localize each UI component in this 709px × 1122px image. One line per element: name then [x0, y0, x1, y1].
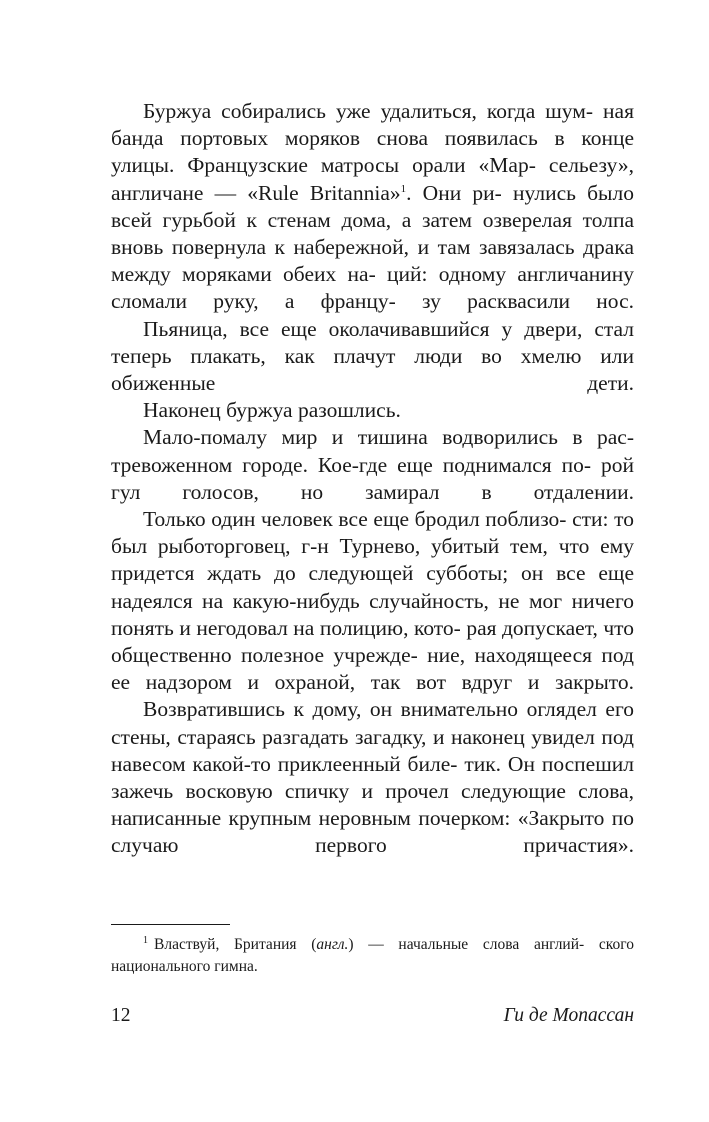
footnote-text-part: ского национального гимна. — [111, 936, 635, 975]
text-line: тревоженном городе. Кое-где еще поднимался по- — [111, 452, 592, 477]
text-line: зу расквасили нос. — [422, 289, 635, 314]
footnote-divider — [111, 924, 230, 925]
text-line: Буржуа собирались уже удалиться, когда шум- — [143, 99, 594, 123]
text-line: Мало-помалу мир и тишина водворились в рас- — [143, 425, 634, 450]
footnote-abbreviation: англ. — [316, 936, 349, 953]
text-line: Пьяница, все еще околачивавшийся у двери, — [143, 316, 583, 341]
running-author: Ги де Мопассан — [503, 1005, 634, 1026]
text-line: что ему придется ждать до следующей субботы; он — [111, 534, 635, 586]
paragraph-2 — [111, 316, 634, 398]
text-line: ние, находящееся под ее надзором и охраной, так — [111, 643, 634, 695]
text-line: стал теперь плакать, как плачут люди во хмелю или — [111, 316, 634, 368]
footnote-marker[interactable]: 1 — [400, 182, 407, 195]
text-line: рой гул голосов, но замирал в отдалении. — [111, 452, 634, 504]
text-line: ций: одному англичанину сломали руку, а францу- — [111, 262, 634, 314]
text-line: и там завязалась драка между моряками обеих на- — [111, 235, 634, 287]
text-line: следующие слова, написанные крупным неровным — [111, 779, 634, 831]
text-line: почерком: «Закрыто по случаю первого причастия». — [111, 806, 635, 858]
text-line: обиженные дети. — [111, 371, 634, 396]
footnote-number: 1 — [143, 934, 148, 946]
text-line: увидел под навесом какой-то приклеенный биле- — [111, 724, 634, 776]
paragraph-4 — [111, 424, 634, 506]
text-line: озверелая толпа вновь повернула к набережной, — [111, 207, 634, 260]
page-footer — [111, 1005, 634, 1035]
text-line: нулись было всей гурьбой к стенам дома, а затем — [111, 180, 634, 232]
text-line: рая допускает, что общественно полезное учрежде- — [111, 615, 635, 668]
footnote-text-part: ) — начальные слова англий- — [348, 936, 585, 953]
paragraph-6 — [111, 696, 634, 859]
footnote-text-part: Властвуй, Британия ( — [154, 936, 317, 953]
paragraph-5 — [111, 506, 634, 696]
text-line: Возвратившись к дому, он внимательно оглядел — [143, 697, 597, 722]
footnote — [111, 934, 634, 978]
footnote-text — [111, 934, 634, 978]
text-line: тик. Он поспешил зажечь восковую спичку и прочел — [111, 751, 635, 804]
text-line: мог ничего понять и негодовал на полицию, кото- — [111, 588, 634, 640]
text-line: все еще надеялся на какую-нибудь случайность, не — [111, 561, 635, 613]
paragraph-1 — [111, 98, 634, 316]
text-line: . Они ри- — [406, 180, 502, 205]
text-line: его стены, стараясь разгадать загадку, и наконец — [111, 697, 634, 749]
text-line: в конце улицы. Французские матросы орали «Мар- — [111, 126, 634, 178]
text-line: Только один человек все еще бродил поблизо- — [143, 507, 567, 532]
text-line: Наконец буржуа разошлись. — [143, 398, 401, 423]
page-number: 12 — [111, 1005, 131, 1026]
text-line: сельезу», англичане — «Rule Britannia» — [111, 153, 634, 205]
paragraph-3 — [111, 397, 634, 424]
text-line: вот вдруг и закрыто. — [416, 670, 634, 695]
main-text — [111, 98, 634, 860]
text-line: ная банда портовых моряков снова появилась — [111, 99, 634, 151]
text-line: сти: то был рыботорговец, г-н Турнево, убитый тем, — [111, 507, 634, 559]
